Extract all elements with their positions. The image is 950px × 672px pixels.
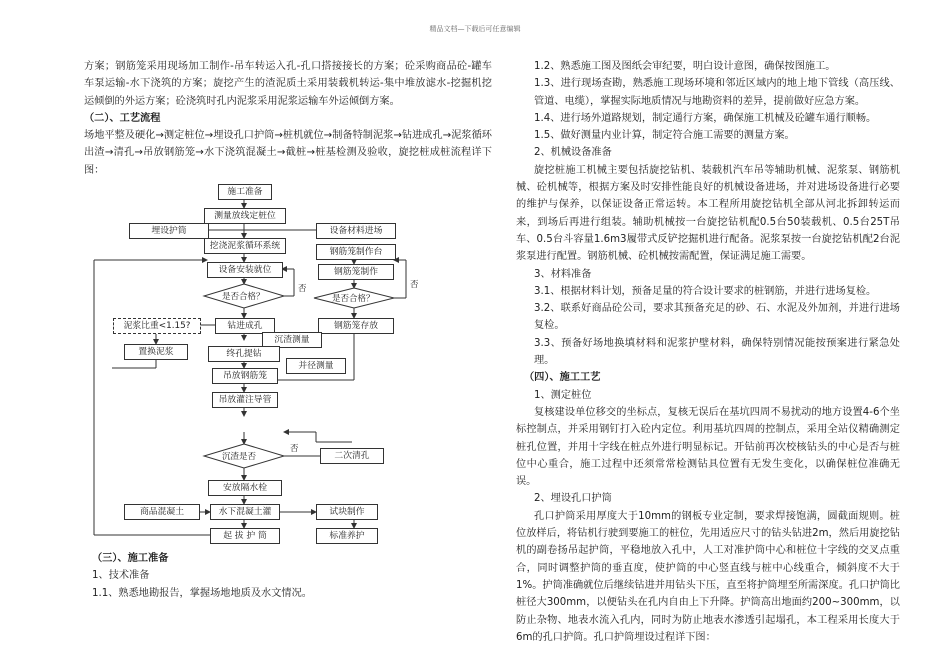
flow-step-preparation: 施工准备 [218, 184, 272, 200]
casing-paragraph: 孔口护筒采用厚度大于10mm的钢板专业定制，要求焊接饱满，圆截面规则。桩位放样后，将钻机行驶到要施工的桩位，先用适应尺寸的钻头钻进2m，然后用旋挖钻机的副卷扬吊起护筒，平稳地放入孔中，人工对准护筒中心和桩位十字线的交叉点重合，同时调整护筒的垂直度，使护筒的中心竖直线与桩中心线重合，倾斜度不大于1%。护筒准确就位后继续钻进并用钻头下压，直至将护筒埋至所需深度。孔口护筒比桩径大300mm，以便钻头在孔内自由上下升降。护筒高出地面约200~300mm，以防止杂物、地表水流入孔内，同时为防止地表水渗透引起塌孔，本工程采用长度大于6m的孔口护筒。孔口护筒埋设过程详下图： [516, 510, 900, 643]
machinery-paragraph: 旋挖桩施工机械主要包括旋挖钻机、装载机汽车吊等辅助机械、泥浆泵、钢筋机械、砼机械等，根据方案及时安排性能良好的机械设备进场，并对进场设备进行必要的维护与保养，以保证设备正常运转。本工程所用旋挖钻机全部从河北拆卸转运而来，到场后再进行组装。辅助机械按一台旋挖钻机配0.5台50装载机、0.5台25T吊车、0.5台斗容量1.6m3履带式反铲挖掘机进行配备。泥浆泵按一台旋挖钻机配2台泥浆泵进行配置。钢筋机械、砼机械按需配置，保证满足施工需要。 [516, 164, 900, 263]
section-heading-process: （二）、工艺流程 [84, 112, 161, 124]
no-label-1: 否 [298, 284, 307, 294]
item-3-3: 3.3、预备好场地换填材料和泥浆护壁材料，确保特别情况能按预案进行紧急处理。 [534, 337, 900, 367]
decision-sediment: 沉渣是否 [222, 452, 257, 462]
flow-step-equipment-arrival: 设备材料进场 [316, 223, 396, 239]
item-1-3: 1.3、进行现场查勘，熟悉施工现场环境和邻近区域内的地上地下管线（高压线、管道、电缆），掌握实际地质情况与地勘资料的差异，提前做好应急方案。 [534, 78, 900, 107]
flow-step-cage-storage: 钢筋笼存放 [318, 318, 394, 334]
subheading-materials: 3、材料准备 [534, 268, 592, 280]
header-note: 精品文档—下载后可任意编辑 [429, 25, 521, 33]
flow-step-equipment-install: 设备安装就位 [207, 262, 283, 278]
section-heading-preparation: （三）、施工准备 [92, 553, 169, 564]
flow-step-drilling: 钻进成孔 [215, 318, 275, 334]
section-heading-technology: （四）、施工工艺 [524, 372, 601, 384]
decision-qualified-2: 是否合格？ [332, 294, 375, 304]
flow-step-tremie: 吊放灌注导管 [212, 392, 278, 408]
subheading-machinery: 2、机械设备准备 [534, 147, 612, 159]
flow-step-second-cleaning: 二次清孔 [320, 448, 384, 464]
flow-step-test-block: 试块制作 [316, 504, 378, 520]
subheading-pile-position: 1、测定桩位 [534, 389, 592, 401]
flow-step-lower-cage: 吊放钢筋笼 [212, 368, 278, 384]
left-paragraph-1: 方案；钢筋笼采用现场加工制作-吊车转运入孔-孔口搭接接长的方案；砼采购商品砼-罐车车泵运输-水下浇筑的方案；旋挖产生的渣泥质土采用装载机转运-集中堆放滤水-挖掘机挖运倾倒的外运方案；砼浇筑时孔内泥浆采用泥浆运输车外运倾倒方案。 [84, 61, 492, 107]
item-1-5: 1.5、做好测量内业计算，制定符合施工需要的测量方案。 [534, 130, 795, 142]
item-3-2: 3.2、联系好商品砼公司，要求其预备充足的砂、石、水泥及外加剂，并进行进场复检。 [534, 303, 900, 332]
flowchart [84, 180, 494, 550]
flow-step-slurry-system: 挖浇泥浆循环系统 [204, 238, 286, 254]
flow-step-slurry-replace: 置换泥浆 [124, 344, 188, 360]
flow-step-plug: 安放隔水栓 [208, 480, 282, 496]
flow-step-standard-cure: 标准养护 [316, 528, 378, 544]
flow-step-sediment-measure: 沉渣测量 [262, 332, 322, 348]
flow-step-cage-fabrication: 钢筋笼制作 [318, 264, 394, 280]
right-column [516, 58, 900, 646]
flow-step-underwater-pour: 水下混凝土灌 [210, 504, 280, 520]
flow-step-diameter-measure: 并径测量 [286, 358, 346, 374]
flow-step-ready-mix: 商品混凝土 [124, 504, 200, 520]
item-1-2: 1.2、熟悉施工图及图纸会审纪要，明白设计意图，确保按图施工。 [534, 61, 836, 72]
subheading-casing: 2、埋设孔口护筒 [534, 493, 612, 505]
flow-step-pull-casing: 起 拔 护 筒 [210, 528, 280, 544]
item-3-1: 3.1、根据材料计划，预备足量的符合设计要求的桩钢筋，并进行进场复检。 [534, 285, 877, 297]
pile-position-paragraph: 复核建设单位移交的坐标点，复核无误后在基坑四周不易扰动的地方设置4-6个坐标控制点，并采用钢钉打入砼内定位。利用基坑四周的控制点，采用全站仪精确测定桩孔位置，并用十字线在桩点外进行明显标记。开钻前再次校核钻头的中心是否与桩位中心重合，施工过程中还须常常检测钻具位置有无发生变化，以确保桩位准确无误。 [516, 406, 900, 488]
flow-step-cage-bench: 钢筋笼制作台 [316, 244, 396, 260]
flow-step-final-hole: 终孔提钻 [208, 346, 280, 362]
no-label-3: 否 [290, 444, 299, 454]
item-1-1: 1.1、熟悉地勘报告，掌握场地地质及水文情况。 [92, 587, 312, 599]
left-bottom-text [84, 550, 492, 602]
item-1-4: 1.4、进行场外道路规划，制定通行方案，确保施工机械及砼罐车通行顺畅。 [534, 112, 877, 124]
flow-step-casing: 埋设护筒 [129, 223, 209, 239]
left-column [84, 58, 492, 179]
subheading-tech-prep: 1、技术准备 [92, 570, 150, 582]
flow-step-slurry-density: 泥浆比重<1.15? [113, 318, 201, 334]
no-label-2: 否 [410, 280, 419, 290]
decision-qualified-1: 是否合格？ [222, 292, 265, 302]
flow-step-survey: 测量放线定桩位 [204, 208, 286, 224]
left-paragraph-2: 场地平整及硬化→测定桩位→埋设孔口护筒→桩机就位→制备特制泥浆→钻进成孔→泥浆循环出渣→清孔→吊放钢筋笼→水下浇筑混凝土→截桩→桩基检测及验收，旋挖桩成桩流程详下图： [84, 130, 492, 176]
